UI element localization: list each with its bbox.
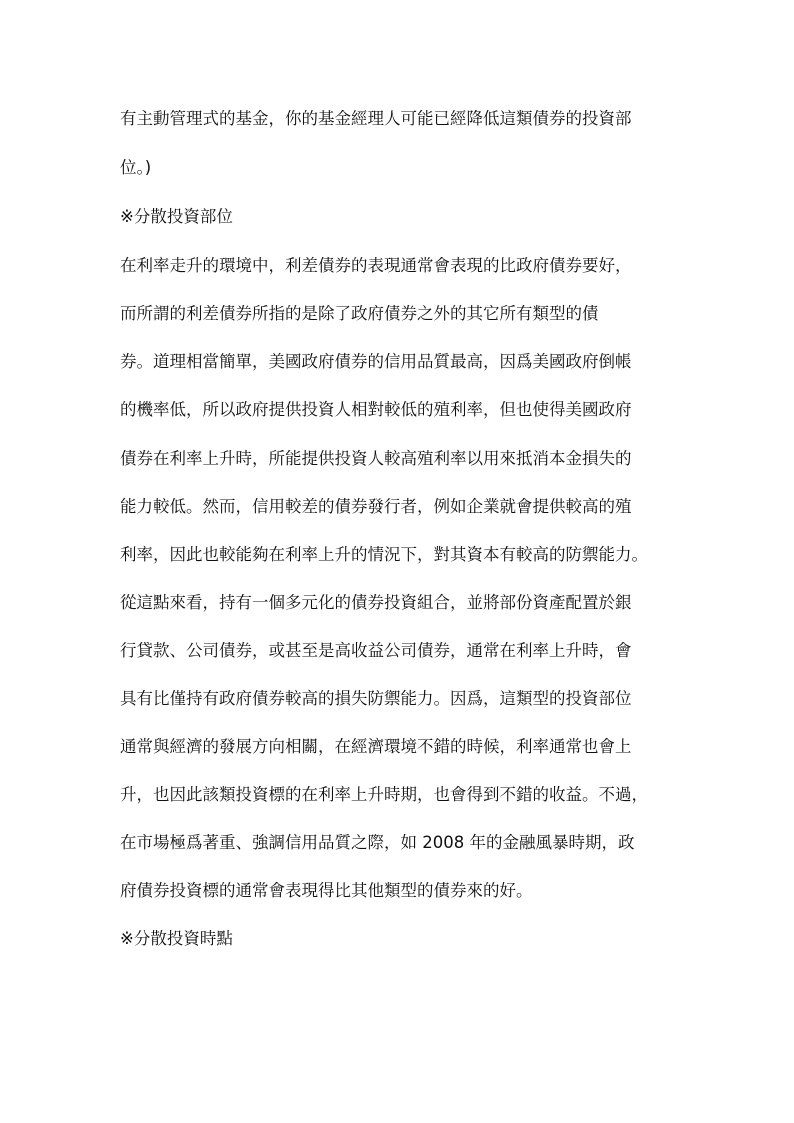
- paragraph-line: 通常與經濟的發展方向相關，在經濟環境不錯的時候，利率通常也會上: [120, 737, 632, 756]
- paragraph-line: 債券在利率上升時，所能提供投資人較高殖利率以用來抵消本金損失的: [120, 449, 632, 468]
- paragraph-line: 升，也因此該類投資標的在利率上升時期，也會得到不錯的收益。不過，: [120, 785, 648, 804]
- paragraph-line: 在市場極爲著重、強調信用品質之際，如 2008 年的金融風暴時期，政: [120, 833, 635, 852]
- paragraph-line: 而所謂的利差債券所指的是除了政府債券之外的其它所有類型的債: [120, 304, 599, 323]
- paragraph-line: 府債券投資標的通常會表現得比其他類型的債券來的好。: [120, 881, 533, 900]
- paragraph-line: 位。): [120, 158, 152, 177]
- section-heading-diversify-timing: ※分散投資時點: [120, 929, 233, 948]
- paragraph-line: 能力較低。然而，信用較差的債券發行者，例如企業就會提供較高的殖: [120, 497, 632, 516]
- paragraph-line: 在利率走升的環境中，利差債券的表現通常會表現的比政府債券要好，: [120, 256, 632, 275]
- paragraph-line: 利率，因此也較能夠在利率上升的情況下，對其資本有較高的防禦能力。: [120, 545, 648, 564]
- paragraph-line: 有主動管理式的基金，你的基金經理人可能已經降低這類債券的投資部: [120, 109, 632, 128]
- paragraph-line: 從這點來看，持有一個多元化的債券投資組合，並將部份資產配置於銀: [120, 593, 632, 612]
- paragraph-line: 具有比僅持有政府債券較高的損失防禦能力。因爲，這類型的投資部位: [120, 689, 632, 708]
- paragraph-line: 券。道理相當簡單，美國政府債券的信用品質最高，因爲美國政府倒帳: [120, 352, 632, 371]
- paragraph-line: 行貸款、公司債券，或甚至是高收益公司債券，通常在利率上升時，會: [120, 641, 632, 660]
- section-heading-diversify-positions: ※分散投資部位: [120, 207, 233, 226]
- paragraph-line: 的機率低，所以政府提供投資人相對較低的殖利率，但也使得美國政府: [120, 400, 632, 419]
